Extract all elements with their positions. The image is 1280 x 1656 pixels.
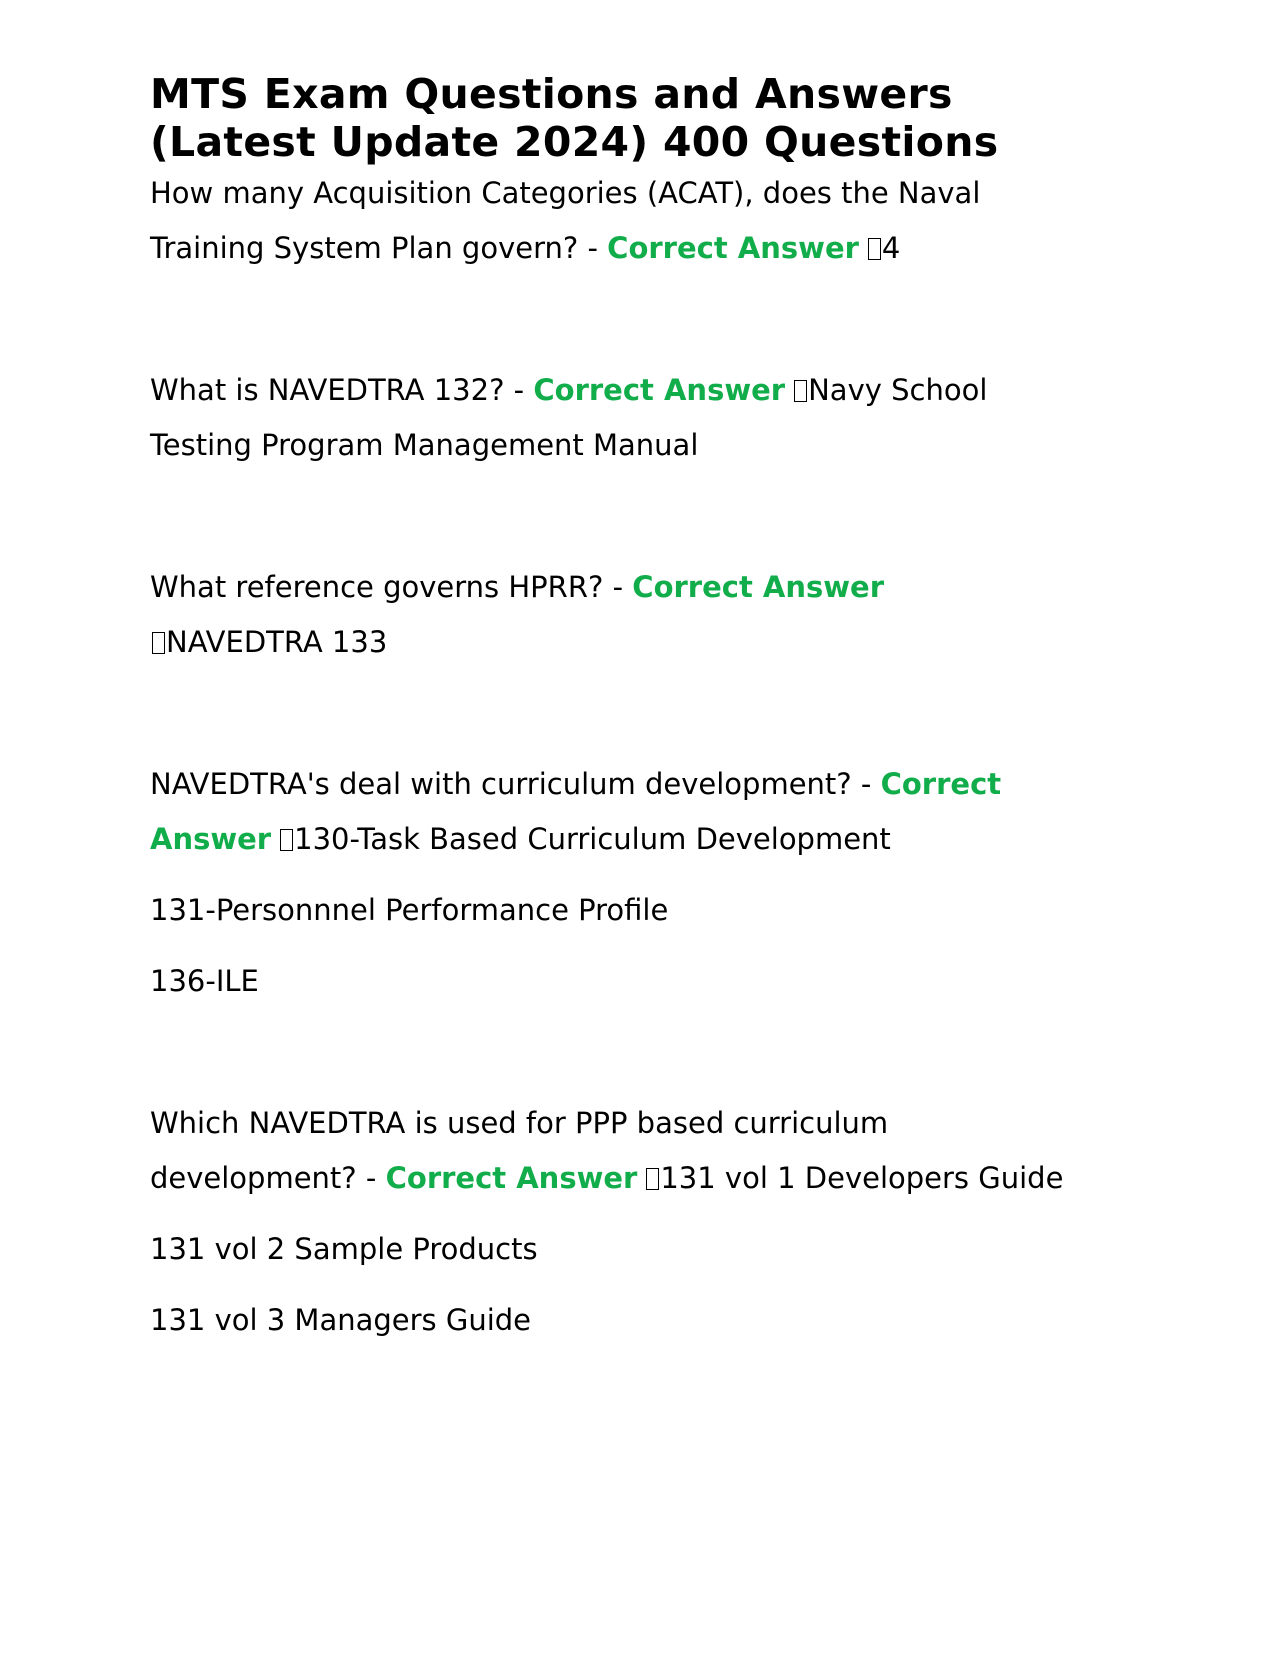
missing-glyph-box-icon	[646, 1168, 659, 1190]
document-title	[150, 70, 1090, 166]
qa-answer-extra-line: 136-ILE	[150, 964, 259, 998]
qa-item-5	[150, 1096, 1090, 1348]
qa-question: NAVEDTRA's deal with curriculum development? - Correct Answer 130-Task Based Curriculum Development	[150, 767, 1002, 856]
correct-answer-label: Correct Answer	[150, 767, 1002, 856]
title-line-2: (Latest Update 2024) 400 Questions	[150, 118, 999, 166]
qa-question: What reference governs HPRR? - Correct Answer NAVEDTRA 133	[150, 570, 885, 659]
qa-question: Which NAVEDTRA is used for PPP based curriculum development? - Correct Answer 131 vol 1 Developers Guide	[150, 1106, 1064, 1195]
qa-answer: Navy School Testing Program Management Manual	[150, 373, 988, 462]
correct-answer-label: Correct Answer	[607, 231, 859, 265]
missing-glyph-box-icon	[868, 238, 881, 260]
qa-item-4	[150, 757, 1090, 1009]
qa-answer: 131 vol 1 Developers Guide	[660, 1161, 1064, 1195]
qa-item-3	[150, 560, 1090, 670]
qa-item-1	[150, 166, 1090, 276]
correct-answer-label: Correct Answer	[632, 570, 885, 604]
qa-answer: NAVEDTRA 133	[166, 625, 388, 659]
qa-answer: 4	[881, 231, 901, 265]
qa-question: What is NAVEDTRA 132? - Correct Answer Navy School Testing Program Management Manual	[150, 373, 988, 462]
qa-answer: 130-Task Based Curriculum Development	[294, 822, 891, 856]
missing-glyph-box-icon	[152, 632, 165, 654]
document-page	[150, 70, 1090, 1348]
title-line-1: MTS Exam Questions and Answers	[150, 70, 953, 118]
correct-answer-label: Correct Answer	[385, 1161, 638, 1195]
correct-answer-label: Correct Answer	[533, 373, 786, 407]
missing-glyph-box-icon	[280, 829, 293, 851]
qa-question: How many Acquisition Categories (ACAT), does the Naval Training System Plan govern? - Correct Answer 4	[150, 176, 981, 265]
qa-item-2	[150, 363, 1090, 473]
qa-answer-extra-line: 131 vol 3 Managers Guide	[150, 1303, 532, 1337]
qa-answer-extra-line: 131-Personnnel Performance Profile	[150, 893, 669, 927]
qa-answer-extra-line: 131 vol 2 Sample Products	[150, 1232, 538, 1266]
missing-glyph-box-icon	[794, 380, 807, 402]
